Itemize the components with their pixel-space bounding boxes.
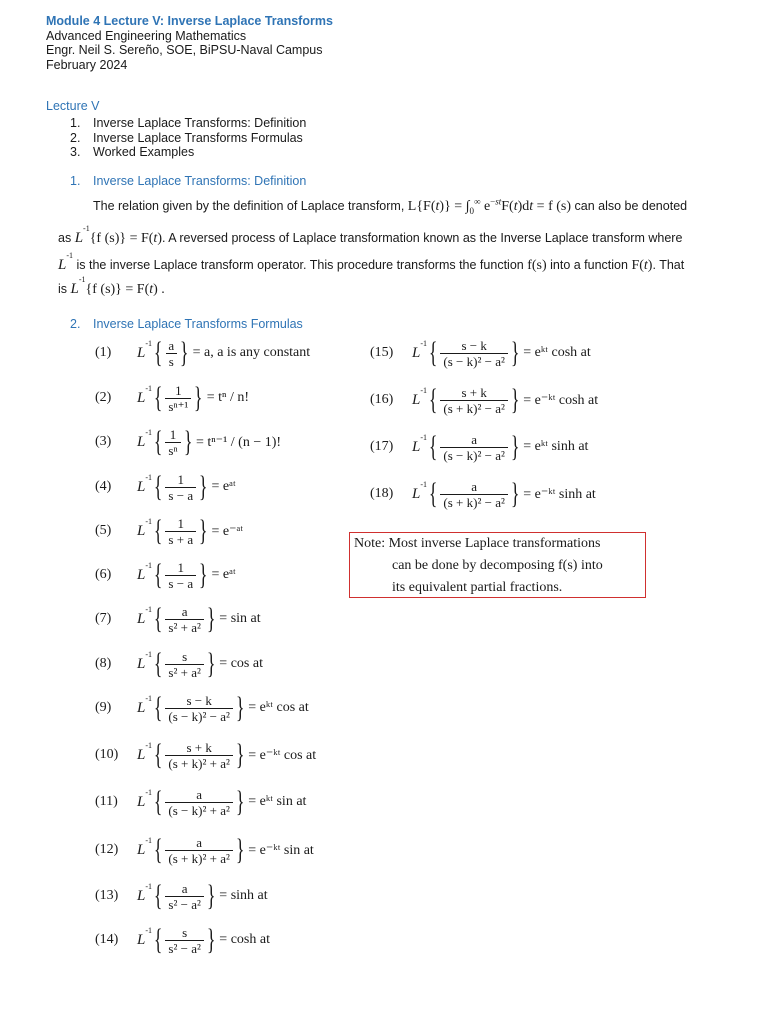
denominator: (s − k)² + a²: [165, 802, 232, 818]
inverse-laplace-operator: $L^{-1}$: [137, 472, 153, 495]
denominator: s² − a²: [165, 940, 203, 956]
right-brace: }: [510, 383, 520, 416]
right-brace: }: [510, 336, 520, 369]
denominator: s² + a²: [165, 664, 203, 680]
formula-number: (10): [95, 747, 119, 762]
inverse-laplace-operator: $L^{-1}$: [137, 560, 153, 583]
right-brace: }: [206, 923, 216, 956]
denominator: s² + a²: [165, 619, 203, 635]
right-brace: }: [235, 738, 245, 771]
formula-row: [370, 331, 591, 375]
right-brace: }: [206, 647, 216, 680]
section-heading-definition: 1. Inverse Laplace Transforms: Definition: [70, 174, 307, 188]
function-Ft: F(t): [631, 258, 653, 273]
inverse-laplace-operator: $L^{-1}$: [137, 881, 153, 904]
formula-number: (4): [95, 479, 112, 494]
numerator: s: [182, 924, 188, 940]
numerator: a: [471, 478, 478, 494]
inverse-laplace-operator: $L^{-1}$: [137, 835, 153, 858]
formula-result: = e⁻ᵏᵗ sin at: [248, 842, 314, 858]
numerator: a: [181, 880, 188, 896]
formula-row: [370, 425, 588, 469]
formula-row: [95, 686, 309, 730]
formula-result: = e⁻ᵏᵗ sinh at: [523, 486, 596, 502]
formula-number: (14): [95, 932, 119, 947]
inverse-laplace-operator: $L^{-1}$: [412, 385, 428, 408]
definition-line-2: as $L^{-1}\{f$ (s)} = F(t). A reversed process of Laplace transformation known as the Inverse Laplace transform where: [58, 224, 683, 246]
formula-number: (7): [95, 611, 112, 626]
denominator: s² − a²: [165, 896, 203, 912]
left-brace: {: [153, 923, 163, 956]
formula-result: = sinh at: [219, 888, 268, 903]
left-brace: {: [153, 381, 163, 414]
fraction: [165, 427, 180, 458]
inverse-laplace-operator: $L^{-1}$: [137, 427, 153, 450]
denominator: (s − k)² − a²: [165, 708, 232, 724]
document-header: [46, 14, 333, 72]
left-brace: {: [153, 647, 163, 680]
right-brace: }: [198, 470, 208, 503]
note-line: can be done by decomposing f(s) into: [392, 558, 603, 573]
formula-row: [95, 509, 243, 553]
fraction: [165, 740, 232, 771]
inverse-laplace-operator: $L^{-1}$: [137, 604, 153, 627]
formula-number: (15): [370, 345, 394, 360]
numerator: s + k: [186, 739, 212, 755]
formula-number: (6): [95, 567, 112, 582]
left-brace: {: [428, 430, 438, 463]
inverse-laplace-operator: $L^{-1}$: [137, 338, 153, 361]
inverse-laplace-operator: $L^{-1}$: [137, 383, 153, 406]
formula-number: (5): [95, 523, 112, 538]
fraction: [165, 649, 203, 680]
inverse-notation-formula: $L^{-1}\{f$ (s)} = F(t): [74, 224, 162, 246]
fraction: [165, 925, 203, 956]
numerator: 1: [177, 471, 184, 487]
definition-line-4: is $L^{-1}\{f$ (s)} = F(t) .: [58, 275, 165, 297]
formula-result: = e⁻ᵏᵗ cosh at: [523, 392, 599, 408]
left-brace: {: [153, 879, 163, 912]
right-brace: }: [183, 425, 193, 458]
formula-number: (17): [370, 439, 394, 454]
formula-row: [95, 874, 268, 918]
numerator: s − k: [461, 337, 487, 353]
numerator: 1: [177, 515, 184, 531]
right-brace: }: [235, 833, 245, 866]
fraction: [165, 338, 177, 369]
formula-row: [95, 331, 310, 375]
formula-result: = e⁻ᵏᵗ cos at: [248, 747, 317, 763]
laplace-definition-formula: $L\{F(t)\} = \int_0^\infty$ $e^{-st}F(t)dt = f$ (s): [407, 196, 572, 216]
numerator: a: [471, 431, 478, 447]
right-brace: }: [180, 336, 189, 369]
fraction: [165, 693, 232, 724]
inverse-laplace-operator: $L^{-1}$: [412, 432, 428, 455]
formula-result: = sin at: [219, 611, 261, 626]
formula-number: (3): [95, 434, 112, 449]
denominator: s: [166, 353, 177, 369]
document-title: Module 4 Lecture V: Inverse Laplace Transforms: [46, 14, 333, 28]
formula-result: = cos at: [219, 656, 263, 671]
definition-line-1: The relation given by the definition of Laplace transform, $L\{F(t)\} = \int_0^\infty$ $e^{-st}F(t)dt = f$ (s) can also be denoted: [93, 196, 688, 216]
inverse-laplace-operator: $L^{-1}$: [412, 479, 428, 502]
formula-row: [95, 828, 314, 872]
fraction: [165, 516, 196, 547]
fraction: [165, 787, 232, 818]
formula-result: = a, a is any constant: [192, 345, 311, 360]
denominator: (s + k)² + a²: [165, 755, 232, 771]
right-brace: }: [198, 514, 208, 547]
fraction: [440, 479, 507, 510]
denominator: (s + k)² + a²: [165, 850, 232, 866]
numerator: a: [196, 786, 203, 802]
left-brace: {: [153, 514, 163, 547]
numerator: a: [168, 337, 175, 353]
numerator: a: [181, 603, 188, 619]
formula-number: (2): [95, 390, 112, 405]
formula-row: [95, 597, 261, 641]
formula-result: = tⁿ / n!: [206, 390, 249, 405]
formula-result: = cosh at: [219, 932, 270, 947]
fraction: [165, 604, 203, 635]
function-fs: f(s): [527, 258, 547, 273]
right-brace: }: [206, 602, 216, 635]
inverse-laplace-operator: $L^{-1}$: [137, 925, 153, 948]
numerator: s − k: [186, 692, 212, 708]
denominator: sⁿ: [165, 442, 180, 458]
definition-line-3: $L^{-1}$ is the inverse Laplace transform operator. This procedure transforms the function f(s) into a function F(t). That: [58, 251, 685, 273]
formula-row: [95, 642, 263, 686]
fraction: [165, 383, 191, 414]
formula-result: = eᵏᵗ sinh at: [523, 439, 589, 454]
numerator: 1: [175, 382, 182, 398]
toc-item: 1. Inverse Laplace Transforms: Definition: [70, 116, 307, 130]
fraction: [440, 338, 507, 369]
toc-item: 3. Worked Examples: [70, 145, 195, 159]
left-brace: {: [428, 336, 438, 369]
formula-row: [95, 918, 270, 962]
author-line: Engr. Neil S. Sereño, SOE, BiPSU-Naval Campus: [46, 43, 323, 57]
inverse-laplace-operator: $L^{-1}$: [412, 338, 428, 361]
note-box: [349, 532, 646, 598]
right-brace: }: [194, 381, 203, 414]
inverse-laplace-operator: $L^{-1}$: [137, 740, 153, 763]
left-brace: {: [153, 785, 163, 818]
formula-number: (13): [95, 888, 119, 903]
inverse-laplace-operator: $L^{-1}$: [137, 649, 153, 672]
inverse-laplace-operator: $L^{-1}$: [137, 516, 153, 539]
numerator: 1: [169, 426, 177, 442]
formula-row: [95, 733, 316, 777]
lecture-label: Lecture V: [46, 99, 100, 113]
fraction: [165, 835, 232, 866]
formula-result: = eᵃᵗ: [211, 567, 236, 582]
fraction: [440, 385, 507, 416]
formula-result: = eᵃᵗ: [211, 479, 236, 494]
note-line: its equivalent partial fractions.: [392, 580, 563, 595]
numerator: 1: [177, 559, 184, 575]
section-heading-formulas: 2. Inverse Laplace Transforms Formulas: [70, 317, 303, 331]
formula-row: [370, 378, 598, 422]
left-brace: {: [153, 833, 163, 866]
left-brace: {: [428, 477, 438, 510]
formula-result: = tⁿ⁻¹ / (n − 1)!: [195, 434, 282, 450]
fraction: [165, 560, 196, 591]
formula-row: [95, 553, 236, 597]
numerator: s: [182, 648, 188, 664]
right-brace: }: [198, 558, 208, 591]
right-brace: }: [510, 430, 520, 463]
formula-number: (12): [95, 842, 119, 857]
denominator: sⁿ⁺¹: [165, 398, 191, 414]
denominator: s − a: [165, 487, 196, 503]
right-brace: }: [206, 879, 216, 912]
fraction: [440, 432, 507, 463]
inverse-operator-symbol: $L^{-1}$: [58, 251, 74, 273]
left-brace: {: [153, 691, 163, 724]
fraction: [165, 881, 203, 912]
formula-number: (18): [370, 486, 394, 501]
formula-number: (16): [370, 392, 394, 407]
inverse-laplace-operator: $L^{-1}$: [137, 693, 153, 716]
denominator: (s + k)² − a²: [440, 400, 507, 416]
denominator: (s + k)² − a²: [440, 494, 507, 510]
right-brace: }: [510, 477, 520, 510]
left-brace: {: [153, 602, 163, 635]
left-brace: {: [428, 383, 438, 416]
denominator: s + a: [165, 531, 196, 547]
right-brace: }: [235, 785, 245, 818]
denominator: s − a: [165, 575, 196, 591]
table-of-contents: [70, 116, 306, 160]
formula-row: [95, 420, 281, 464]
left-brace: {: [153, 336, 163, 369]
numerator: s + k: [461, 384, 487, 400]
formula-result: = eᵏᵗ cosh at: [523, 345, 591, 360]
right-brace: }: [235, 691, 245, 724]
formula-row: [95, 465, 236, 509]
denominator: (s − k)² − a²: [440, 447, 507, 463]
formula-result: = e⁻ᵃᵗ: [211, 523, 244, 539]
formula-number: (11): [95, 794, 118, 809]
formula-number: (1): [95, 345, 112, 360]
left-brace: {: [153, 470, 163, 503]
denominator: (s − k)² − a²: [440, 353, 507, 369]
formula-row: [95, 376, 249, 420]
left-brace: {: [153, 738, 163, 771]
date-line: February 2024: [46, 57, 128, 72]
left-brace: {: [153, 425, 163, 458]
formula-result: = eᵏᵗ cos at: [248, 700, 309, 715]
fraction: [165, 472, 196, 503]
numerator: a: [196, 834, 203, 850]
formula-result: = eᵏᵗ sin at: [248, 794, 307, 809]
formula-row: [370, 472, 596, 516]
toc-item: 2. Inverse Laplace Transforms Formulas: [70, 130, 303, 145]
inverse-relation-formula: $L^{-1}\{f$ (s)} = F(t) .: [70, 275, 165, 297]
course-name: Advanced Engineering Mathematics: [46, 28, 247, 43]
note-line: Note: Most inverse Laplace transformations: [354, 536, 601, 551]
inverse-laplace-operator: $L^{-1}$: [137, 787, 153, 810]
formula-row: [95, 780, 306, 824]
formula-number: (8): [95, 656, 112, 671]
formula-number: (9): [95, 700, 112, 715]
left-brace: {: [153, 558, 163, 591]
